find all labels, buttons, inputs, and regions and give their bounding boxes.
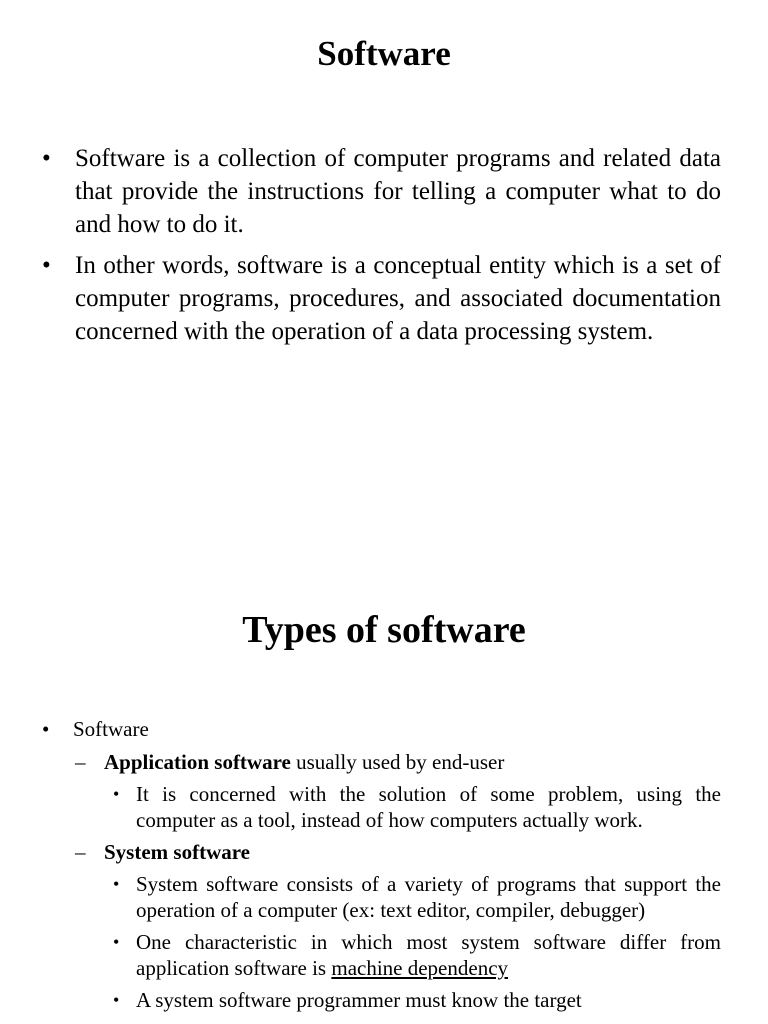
slide-title: Software [317,34,451,73]
dash-glyph: – [75,750,86,774]
bullet-text: Software is a collection of computer programs and related data that provide the instructions for telling a computer what to do and how to do it. [75,145,721,238]
bullet-list [42,142,721,356]
bullet-text: System software consists of a variety of programs that support the operation of a computer (ex: text editor, compiler, debugger) [136,872,721,922]
bullet-text: One characteristic in which most system software differ from application software is [136,930,721,980]
underlined-term: machine dependency [331,956,509,980]
sub-item-application-software [75,749,721,775]
bullet-glyph: • [42,717,50,741]
bullet-item [42,142,721,241]
bullet-item [42,249,721,348]
bullet-text: Software [73,717,149,741]
bullet-text: In other words, software is a conceptual entity which is a set of computer programs, procedures, and associated documentation concerned with the operation of a data processing system. [75,252,721,345]
bullet-glyph: • [113,874,120,894]
bullet-text: A system software programmer must know the target [136,988,582,1012]
term-description: usually used by end-user [290,750,505,774]
sub-sub-item [113,929,721,981]
bullet-item [42,716,721,742]
sub-item-system-software [75,839,721,865]
sub-sub-item [113,781,721,833]
dash-glyph: – [75,840,86,864]
sub-sub-item [113,987,721,1013]
bullet-glyph: • [113,932,120,952]
sub-sub-item [113,871,721,923]
bullet-text: It is concerned with the solution of some problem, using the computer as a tool, instead of how computers actually work. [136,782,721,832]
bullet-glyph: • [42,252,51,279]
bullet-glyph: • [113,990,120,1010]
slide-types-of-software [0,512,768,1024]
bullet-glyph: • [113,784,120,804]
term-system-software: System software [104,840,250,864]
slide-title: Types of software [242,609,526,651]
bullet-glyph: • [42,145,51,172]
term-application-software: Application software [104,750,291,774]
bullet-list [42,716,721,1019]
